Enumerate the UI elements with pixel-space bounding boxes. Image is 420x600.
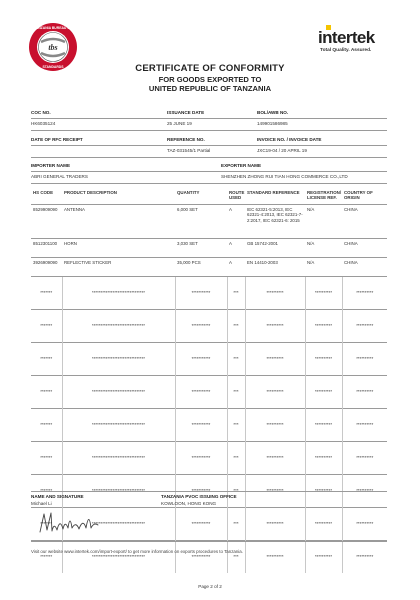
masked-cell: ********** xyxy=(245,375,305,408)
coc-value: HK6035124 xyxy=(31,121,56,126)
office-value: KOWLOON, HONG KONG xyxy=(161,501,217,506)
footer-note: Visit our website www.intertek.com/import-export/ to get more information on exports procedures to Tanzania. xyxy=(31,549,243,554)
masked-row xyxy=(31,276,387,309)
masked-cell: ********** xyxy=(245,507,305,540)
divider xyxy=(31,541,387,542)
masked-cell: *********** xyxy=(175,540,227,573)
brand-tagline: Total Quality. Assured. xyxy=(320,48,372,53)
divider xyxy=(31,157,387,158)
masked-cell: ******* xyxy=(31,276,62,309)
column-header: ROUTE USED xyxy=(229,190,245,201)
divider xyxy=(31,145,387,146)
masked-cell: *** xyxy=(227,375,245,408)
route-cell: A xyxy=(227,204,245,238)
masked-cell: ********** xyxy=(342,309,387,342)
description-cell: ANTENNA xyxy=(62,204,175,238)
certificate-subtitle-2: UNITED REPUBLIC OF TANZANIA xyxy=(148,84,272,93)
masked-cell: *********** xyxy=(175,309,227,342)
intertek-logo xyxy=(318,28,392,58)
masked-cell: ********** xyxy=(305,540,342,573)
reference-value: TAZ-031545/1 Partial xyxy=(167,148,211,153)
column-header: STANDARD REFERENCE xyxy=(247,190,300,195)
column-header: COUNTRY OF ORIGIN xyxy=(344,190,373,201)
table-row xyxy=(31,257,387,276)
table-row xyxy=(31,238,387,257)
column-header: PRODUCT DESCRIPTION xyxy=(64,190,117,195)
license-cell: N/A xyxy=(305,238,342,257)
origin-cell: CHINA xyxy=(342,238,387,257)
masked-cell: *********** xyxy=(175,375,227,408)
masked-row xyxy=(31,342,387,375)
reference-label: REFERENCE NO. xyxy=(167,137,205,142)
masked-cell: *********** xyxy=(175,474,227,507)
masked-cell: ********** xyxy=(305,474,342,507)
masked-cell: ******************************* xyxy=(62,276,175,309)
license-cell: N/A xyxy=(305,257,342,276)
masked-cell: ********** xyxy=(342,342,387,375)
masked-cell: ******************************* xyxy=(62,342,175,375)
table-header-row xyxy=(31,188,387,204)
masked-cell: *********** xyxy=(175,507,227,540)
masked-cell: ******* xyxy=(31,540,62,573)
masked-cell: ******************************* xyxy=(62,507,175,540)
masked-cell: ********** xyxy=(342,507,387,540)
masked-row xyxy=(31,375,387,408)
masked-row xyxy=(31,309,387,342)
hs-code-cell: 3926909090 xyxy=(31,257,62,276)
importer-label: IMPORTER NAME xyxy=(31,163,71,168)
masked-cell: ********** xyxy=(342,441,387,474)
standard-cell: EN 14410-2003 xyxy=(245,257,305,276)
invoice-value: JXC19-04 / 20 APRIL 19 xyxy=(257,148,307,153)
divider xyxy=(31,171,387,172)
page-number: Page 2 of 2 xyxy=(198,584,222,589)
masked-cell: ******************************* xyxy=(62,408,175,441)
masked-cell: ********** xyxy=(245,342,305,375)
seal-mark: tbs xyxy=(48,43,58,52)
masked-cell: ******************************* xyxy=(62,474,175,507)
masked-cell: ******* xyxy=(31,309,62,342)
masked-cell: ********** xyxy=(305,507,342,540)
masked-cell: ********** xyxy=(342,540,387,573)
masked-cell: ******* xyxy=(31,507,62,540)
hs-code-cell: 8512301100 xyxy=(31,238,62,257)
standard-cell: IEC 62321-5:2013, IEC 62321-4:2013, IEC 62321-7-2:2017, IEC 62321-6: 2015 xyxy=(245,204,305,238)
masked-cell: ********** xyxy=(342,474,387,507)
masked-cell: *** xyxy=(227,441,245,474)
certificate-title: CERTIFICATE OF CONFORMITY xyxy=(135,63,285,74)
masked-cell: ********** xyxy=(305,408,342,441)
masked-cell: ********** xyxy=(342,375,387,408)
divider xyxy=(31,130,387,131)
brand-name: intertek xyxy=(318,28,375,47)
certificate-subtitle-1: FOR GOODS EXPORTED TO xyxy=(158,75,262,84)
masked-cell: ********** xyxy=(245,309,305,342)
issuance-value: 25 JUNE 19 xyxy=(167,121,192,126)
masked-cell: *** xyxy=(227,276,245,309)
masked-cell: ********** xyxy=(305,276,342,309)
masked-cell: *********** xyxy=(175,276,227,309)
quantity-cell: 35,000 PCS xyxy=(175,257,227,276)
exporter-label: EXPORTER NAME xyxy=(221,163,262,168)
license-cell: N/A xyxy=(305,204,342,238)
divider xyxy=(31,491,387,492)
divider xyxy=(31,118,387,119)
masked-cell: ******************************* xyxy=(62,309,175,342)
masked-cell: ******************************* xyxy=(62,375,175,408)
column-header: HS CODE xyxy=(33,190,54,195)
masked-cell: ********** xyxy=(342,408,387,441)
route-cell: A xyxy=(227,257,245,276)
masked-cell: *** xyxy=(227,342,245,375)
signature-label: NAME AND SIGNATURE xyxy=(31,494,84,499)
masked-cell: *** xyxy=(227,408,245,441)
origin-cell: CHINA xyxy=(342,204,387,238)
masked-cell: ********** xyxy=(245,408,305,441)
masked-cell: ********** xyxy=(305,309,342,342)
exporter-value: SHENZHEN ZHONG RUI TIAN HONG COMMERCE CO.,LTD xyxy=(221,174,348,179)
masked-cell: ********** xyxy=(305,441,342,474)
rfc-label: DATE OF RFC RECEIPT xyxy=(31,137,83,142)
origin-cell: CHINA xyxy=(342,257,387,276)
svg-text:STANDARDS: STANDARDS xyxy=(42,65,64,69)
masked-cell: ******* xyxy=(31,441,62,474)
quantity-cell: 6,000 SET xyxy=(175,204,227,238)
masked-cell: *** xyxy=(227,540,245,573)
column-header: REGISTRATION/ LICENSE REF. xyxy=(307,190,342,201)
masked-cell: ********** xyxy=(245,540,305,573)
signatory-name: Michael Li xyxy=(31,501,52,506)
invoice-label: INVOICE NO. / INVOICE DATE xyxy=(257,137,322,142)
masked-cell: ******* xyxy=(31,375,62,408)
coc-label: COC NO. xyxy=(31,110,51,115)
masked-cell: ******* xyxy=(31,408,62,441)
quantity-cell: 3,030 SET xyxy=(175,238,227,257)
masked-row xyxy=(31,540,387,573)
standard-cell: GB 15742-2001 xyxy=(245,238,305,257)
office-label: TANZANIA PVOC ISSUING OFFICE xyxy=(161,494,237,499)
masked-row xyxy=(31,441,387,474)
masked-cell: ******* xyxy=(31,342,62,375)
hs-code-cell: 8529909090 xyxy=(31,204,62,238)
issuance-label: ISSUANCE DATE xyxy=(167,110,205,115)
description-cell: HORN xyxy=(62,238,175,257)
masked-cell: ********** xyxy=(245,474,305,507)
masked-cell: ********** xyxy=(245,276,305,309)
route-cell: A xyxy=(227,238,245,257)
masked-cell: ******************************* xyxy=(62,540,175,573)
masked-cell: ********** xyxy=(342,276,387,309)
masked-cell: *********** xyxy=(175,342,227,375)
masked-cell: ******* xyxy=(31,474,62,507)
masked-cell: ********** xyxy=(305,375,342,408)
masked-cell: *** xyxy=(227,474,245,507)
svg-text:TANZANIA BUREAU OF: TANZANIA BUREAU OF xyxy=(33,26,73,30)
masked-row xyxy=(31,408,387,441)
masked-cell: *** xyxy=(227,309,245,342)
divider xyxy=(31,183,387,184)
masked-cell: *** xyxy=(227,507,245,540)
masked-cell: ********** xyxy=(245,441,305,474)
importer-value: ABRI GENERAL TRADERS xyxy=(31,174,88,179)
description-cell: REFLECTIVE STICKER xyxy=(62,257,175,276)
masked-cell: ******************************* xyxy=(62,441,175,474)
column-header: QUANTITY xyxy=(177,190,200,195)
masked-cell: *********** xyxy=(175,441,227,474)
bol-label: BOL/AWB NO. xyxy=(257,110,289,115)
masked-cell: *********** xyxy=(175,408,227,441)
bol-value: 149901586985 xyxy=(257,121,288,126)
masked-cell: ********** xyxy=(305,342,342,375)
handwritten-signature xyxy=(36,508,106,538)
table-row xyxy=(31,204,387,238)
